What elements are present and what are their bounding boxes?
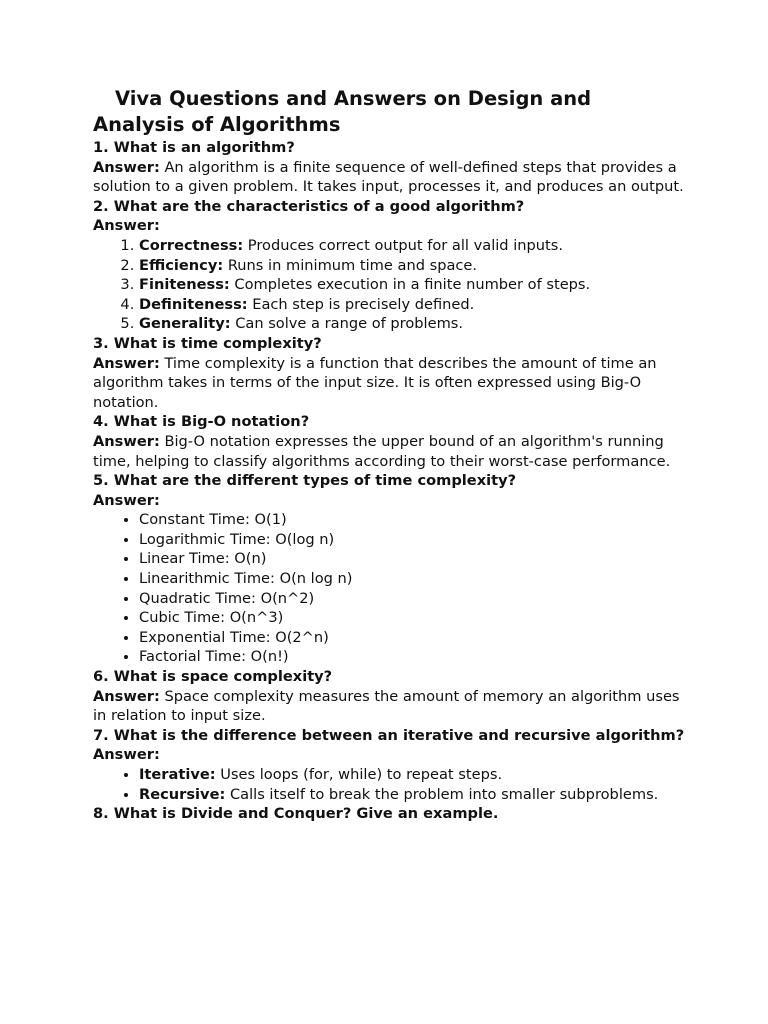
item-text: Calls itself to break the problem into smaller subproblems. <box>229 785 659 803</box>
question-2: 2. What are the characteristics of a good algorithm? <box>93 197 525 215</box>
list-item <box>139 275 693 295</box>
answer-text: Space complexity measures the amount of memory an algorithm uses in relation to input size. <box>93 687 680 725</box>
answer-label: Answer: <box>93 687 160 705</box>
item-text: Can solve a range of problems. <box>235 315 464 333</box>
answer-text: An algorithm is a finite sequence of well-defined steps that provides a solution to a given problem. It takes input, processes it, and produces an output. <box>93 158 684 196</box>
item-text: Runs in minimum time and space. <box>227 256 478 274</box>
list-item: • Linear Time: O(n) <box>139 549 693 569</box>
answer-label: Answer: <box>93 354 160 372</box>
list-item: • Quadratic Time: O(n^2) <box>139 589 693 609</box>
answer-6 <box>93 687 693 726</box>
question-4: 4. What is Big-O notation? <box>93 413 310 431</box>
answer-label: Answer: <box>93 432 160 450</box>
list-item: • Logarithmic Time: O(log n) <box>139 530 693 550</box>
list-item <box>139 765 693 785</box>
item-term: Iterative: <box>139 766 216 783</box>
answer-text: Time complexity is a function that describes the amount of time an algorithm takes in terms of the input size. It is often expressed using Big-O notation. <box>93 354 657 411</box>
item-text: Each step is precisely defined. <box>252 295 475 313</box>
list-item: • Factorial Time: O(n!) <box>139 647 693 667</box>
item-term: Correctness: <box>139 236 244 254</box>
item-term: Generality: <box>139 315 231 333</box>
iterative-recursive-list <box>93 765 693 804</box>
list-item <box>139 785 693 805</box>
question-7: 7. What is the difference between an iterative and recursive algorithm? <box>93 726 685 744</box>
list-item: • Linearithmic Time: O(n log n) <box>139 569 693 589</box>
list-item <box>139 314 693 334</box>
list-item <box>139 236 693 256</box>
document-page <box>93 86 693 824</box>
answer-4 <box>93 432 693 471</box>
answer-1 <box>93 158 693 197</box>
answer-text: Big-O notation expresses the upper bound of an algorithm's running time, helping to classify algorithms according to their worst-case performance. <box>93 432 671 470</box>
answer-label: Answer: <box>93 217 160 235</box>
list-item <box>139 295 693 315</box>
item-text: Produces correct output for all valid inputs. <box>247 236 563 254</box>
answer-3 <box>93 354 693 413</box>
item-term: Definiteness: <box>139 295 248 313</box>
answer-label: Answer: <box>93 491 160 509</box>
complexity-types-list <box>93 510 693 667</box>
list-item: • Exponential Time: O(2^n) <box>139 628 693 648</box>
answer-label: Answer: <box>93 746 160 764</box>
item-term: Efficiency: <box>139 256 224 274</box>
question-3: 3. What is time complexity? <box>93 334 322 352</box>
question-6: 6. What is space complexity? <box>93 668 333 686</box>
item-text: Completes execution in a finite number of steps. <box>234 276 591 294</box>
list-item: • Cubic Time: O(n^3) <box>139 608 693 628</box>
characteristics-list <box>93 236 693 334</box>
item-term: Recursive: <box>139 785 226 803</box>
item-text: Uses loops (for, while) to repeat steps. <box>220 766 503 783</box>
page-title: Viva Questions and Answers on Design and Analysis of Algorithms <box>93 87 592 136</box>
list-item: • Constant Time: O(1) <box>139 510 693 530</box>
list-item <box>139 256 693 276</box>
question-5: 5. What are the different types of time complexity? <box>93 472 517 490</box>
question-1: 1. What is an algorithm? <box>93 139 295 156</box>
question-8: 8. What is Divide and Conquer? Give an example. <box>93 805 499 823</box>
item-term: Finiteness: <box>139 276 230 294</box>
answer-label: Answer: <box>93 158 160 176</box>
